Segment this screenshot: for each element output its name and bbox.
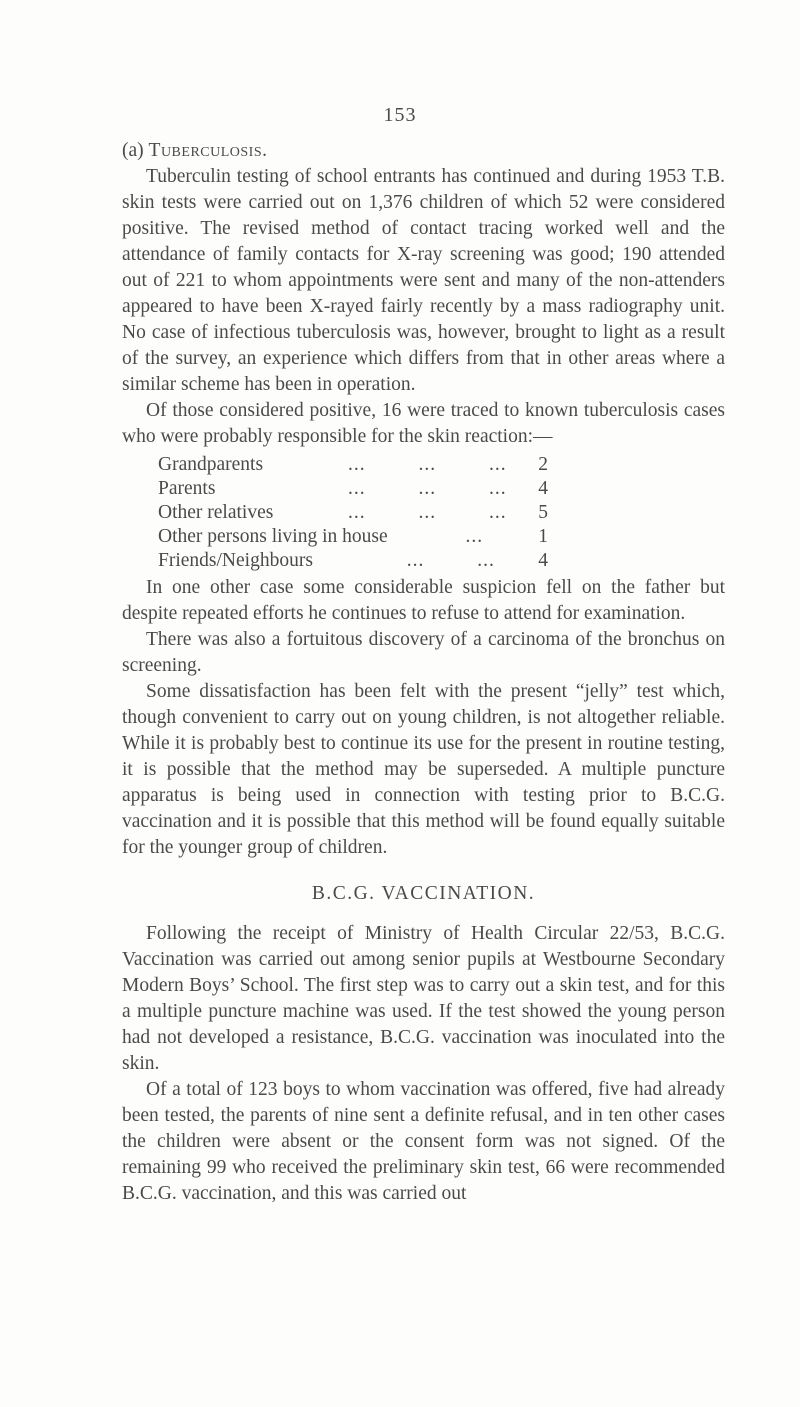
- row-label: Other relatives: [158, 502, 274, 523]
- paragraph: Some dissatisfaction has been felt with the present “jelly” test which, though convenient to carry out on young children, is not altogether reliable. While it is probably best to continue its use for the present in routine testing, it is possible that the method may be superseded. A multiple puncture apparatus is being used in connection with testing prior to B.C.G. vaccination and it is possible that this method will be found equally suitable for the younger group of children.: [122, 681, 725, 858]
- paragraph: Following the receipt of Ministry of Health Circular 22/53, B.C.G. Vaccination was carried out among senior pupils at Westbourne Secondary Modern Boys’ School. The first step was to carry out a skin test, and for this a multiple puncture machine was used. If the test showed the young person had not developed a resistance, B.C.G. vaccination was inoculated into the skin.: [122, 923, 725, 1074]
- table-row: [122, 501, 725, 525]
- paragraph: Of those considered positive, 16 were traced to known tuberculosis cases who were probably responsible for the skin reaction:—: [122, 400, 725, 447]
- row-label: Friends/Neighbours: [158, 550, 313, 571]
- table-row: [122, 525, 725, 549]
- row-value: 1: [538, 526, 548, 547]
- leader-dots: ... ... ...: [348, 502, 507, 523]
- row-value: 4: [538, 478, 548, 499]
- row-value: 2: [538, 454, 548, 475]
- paragraph: Tuberculin testing of school entrants has continued and during 1953 T.B. skin tests were carried out on 1,376 children of which 52 were considered positive. The revised method of contact tracing worked well and the attendance of family contacts for X-ray screening was good; 190 attended out of 221 to whom appointments were sent and many of the non-attenders appeared to have been X-rayed fairly recently by a mass radiography unit. No case of infectious tuberculosis was, however, brought to light as a result of the survey, an experience which differs from that in other areas where a similar scheme has been in operation.: [122, 166, 725, 395]
- leader-dots: ...: [348, 526, 484, 547]
- table-row: [122, 549, 725, 573]
- leader-dots: ... ... ...: [348, 454, 507, 475]
- row-value: 5: [538, 502, 548, 523]
- row-label: Grandparents: [158, 454, 264, 475]
- row-label: Other persons living in house: [158, 526, 388, 547]
- row-label: Parents: [158, 478, 216, 499]
- row-value: 4: [538, 550, 548, 571]
- table-row: [122, 453, 725, 477]
- section-heading: B.C.G. VACCINATION.: [311, 883, 536, 904]
- paragraph: In one other case some considerable suspicion fell on the father but despite repeated efforts he continues to refuse to attend for examination.: [122, 577, 725, 624]
- paragraph: There was also a fortuitous discovery of a carcinoma of the bronchus on screening.: [122, 629, 725, 676]
- paragraph: Of a total of 123 boys to whom vaccination was offered, five had already been tested, the parents of nine sent a definite refusal, and in ten other cases the children were absent or the consent form was not signed. Of the remaining 99 who received the preliminary skin test, 66 were recommended B.C.G. vaccination, and this was carried out: [122, 1079, 725, 1204]
- section-title: Tuberculosis.: [148, 140, 268, 161]
- leader-dots: ... ... ...: [348, 478, 507, 499]
- page-number: 153: [383, 104, 417, 126]
- table-row: [122, 477, 725, 501]
- section-a-heading: [122, 138, 725, 164]
- page-body: [122, 138, 725, 1207]
- leader-dots: ... ...: [348, 550, 495, 571]
- contacts-table: [122, 453, 725, 573]
- section-label: (a): [122, 140, 144, 161]
